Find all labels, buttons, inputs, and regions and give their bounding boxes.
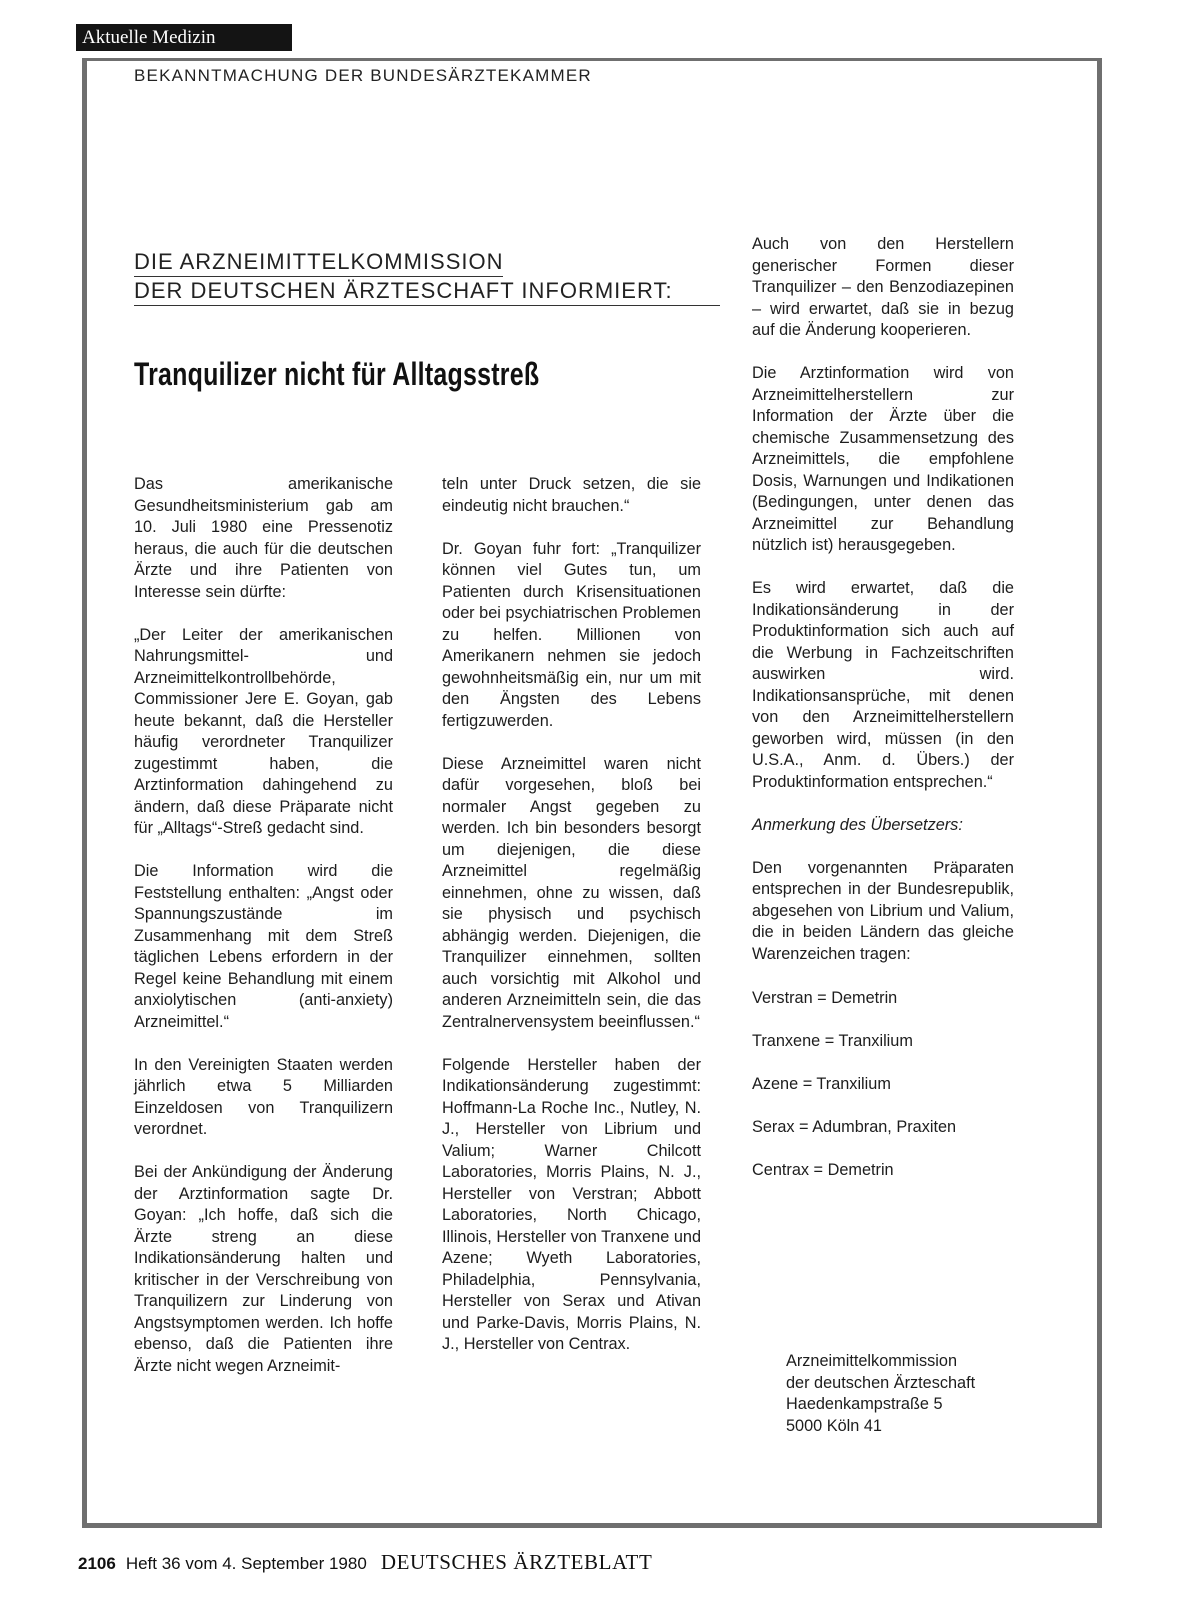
drug-equivalent: Serax = Adumbran, Praxiten xyxy=(752,1117,957,1136)
article-title: Tranquilizer nicht für Alltagsstreß xyxy=(134,356,540,392)
paragraph: Die Arztinformation wird von Arzneimittelherstellern zur Information der Ärzte über die chemische Zusammensetzung des Arzneimittels, die empfohlene Dosis, Warnungen und Indikationen (Bedingungen, unter denen das Arzneimittel zur Behandlung nützlich ist) herausgegeben. xyxy=(752,364,1014,554)
drug-equivalent: Tranxene = Tranxilium xyxy=(752,1031,913,1050)
paragraph: teln unter Druck setzen, die sie eindeutig nicht brauchen.“ xyxy=(442,475,701,515)
paragraph: Folgende Hersteller haben der Indikationsänderung zugestimmt: Hoffmann-La Roche Inc., Nutley, N. J., Hersteller von Librium und Valium; Warner Chilcott Laboratories, Morris Plains, N. J., Hersteller von Verstran; Abbott Laboratories, North Chicago, Illinois, Hersteller von Tranxene und Azene; Wyeth Laboratories, Philadelphia, Pennsylvania, Hersteller von Serax und Ativan und Parke-Davis, Morris Plains, N. J., Hersteller von Centrax. xyxy=(442,1055,701,1353)
paragraph: Bei der Ankündigung der Änderung der Arztinformation sagte Dr. Goyan: „Ich hoffe, daß sich die Ärzte streng an diese Indikationsänderung halten und kritischer in der Verschreibung von Tranquilizern zur Linderung von Angstsymptomen werden. Ich hoffe ebenso, daß die Patienten ihre Ärzte nicht wegen Arzneimit- xyxy=(134,1163,393,1375)
paragraph: Das amerikanische Gesundheitsministerium gab am 10. Juli 1980 eine Pressenotiz heraus, die auch für die deutschen Ärzte und ihre Patienten von Interesse sein dürfte: xyxy=(134,475,393,601)
paragraph: Auch von den Herstellern generischer Formen dieser Tranquilizer – den Benzodiazepinen – wird erwartet, daß sie in bezug auf die Änderung kooperieren. xyxy=(752,235,1014,339)
text-column-2 xyxy=(442,474,701,1377)
paragraph: Die Information wird die Feststellung enthalten: „Angst oder Spannungszustände im Zusammenhang mit dem Streß täglichen Lebens erfordern in der Regel keine Behandlung mit einem anxiolytischen (anti-anxiety) Arzneimittel.“ xyxy=(134,862,393,1031)
section-tag: Aktuelle Medizin xyxy=(76,24,292,51)
drug-equivalent: Verstran = Demetrin xyxy=(752,988,898,1007)
issue-info: Heft 36 vom 4. September 1980 xyxy=(125,1554,367,1573)
signature-line: Arzneimittelkommission xyxy=(786,1352,957,1370)
page-number: 2106 xyxy=(78,1554,116,1573)
signature-line: der deutschen Ärzteschaft xyxy=(786,1373,976,1392)
signature-line: 5000 Köln 41 xyxy=(786,1416,882,1435)
signature-block xyxy=(786,1351,975,1437)
paragraph: Dr. Goyan fuhr fort: „Tranquilizer können viel Gutes tun, um Patienten durch Krisensituationen oder bei psychiatrischen Problemen zu helfen. Millionen von Amerikanern nehmen sie jedoch gewohnheitsmäßig ein, nur um mit den Ängsten des Lebens fertigzuwerden. xyxy=(442,539,701,730)
drug-equivalent: Centrax = Demetrin xyxy=(752,1160,894,1179)
signature-line: Haedenkampstraße 5 xyxy=(786,1395,943,1413)
paragraph: Diese Arzneimittel waren nicht dafür vorgesehen, bloß bei normaler Angst gegeben zu werden. Ich bin besonders besorgt um diejenigen, die diese Arzneimittel regelmäßig einnehmen, ohne zu wissen, daß sie physisch und psychisch abhängig werden. Diejenigen, die Tranquilizer einnehmen, sollten auch vorsichtig mit Alkohol und anderen Arzneimitteln sein, die das Zentralnervensystem beeinflussen.“ xyxy=(442,754,701,1031)
journal-name: DEUTSCHES ÄRZTEBLATT xyxy=(380,1550,653,1574)
heading-line-2: DER DEUTSCHEN ÄRZTESCHAFT INFORMIERT: xyxy=(134,277,720,306)
heading-line-1: DIE ARZNEIMITTELKOMMISSION xyxy=(134,248,503,277)
paragraph: „Der Leiter der amerikanischen Nahrungsmittel- und Arzneimittelkontrollbehörde, Commissioner Jere E. Goyan, gab heute bekannt, daß die Hersteller häufig verordneter Tranquilizer zugestimmt haben, die Arztinformation dahingehend zu ändern, daß diese Präparate nicht für „Alltags“-Streß gedacht sind. xyxy=(134,625,393,837)
paragraph: Es wird erwartet, daß die Indikationsänderung in der Produktinformation sich auch auf die Werbung in Fachzeitschriften auswirken wird. Indikationsansprüche, mit denen von den Arzneimittelherstellern geworben wird, müssen (in den U.S.A., Anm. d. Übers.) der Produktinformation entsprechen.“ xyxy=(752,579,1014,791)
text-column-1 xyxy=(134,474,393,1399)
page-footer xyxy=(78,1550,652,1575)
translator-note-text: Den vorgenannten Präparaten entsprechen in der Bundesrepublik, abgesehen von Librium und Valium, die in beiden Ländern das gleiche Warenzeichen tragen: xyxy=(752,858,1014,963)
announcement-heading xyxy=(134,248,724,306)
kicker: BEKANNTMACHUNG DER BUNDESÄRZTEKAMMER xyxy=(134,66,592,85)
text-column-3 xyxy=(752,234,1014,1202)
drug-equivalent: Azene = Tranxilium xyxy=(752,1074,891,1093)
paragraph: In den Vereinigten Staaten werden jährlich etwa 5 Milliarden Einzeldosen von Tranquilizern verordnet. xyxy=(134,1055,393,1138)
translator-note-heading: Anmerkung des Übersetzers: xyxy=(752,815,963,834)
